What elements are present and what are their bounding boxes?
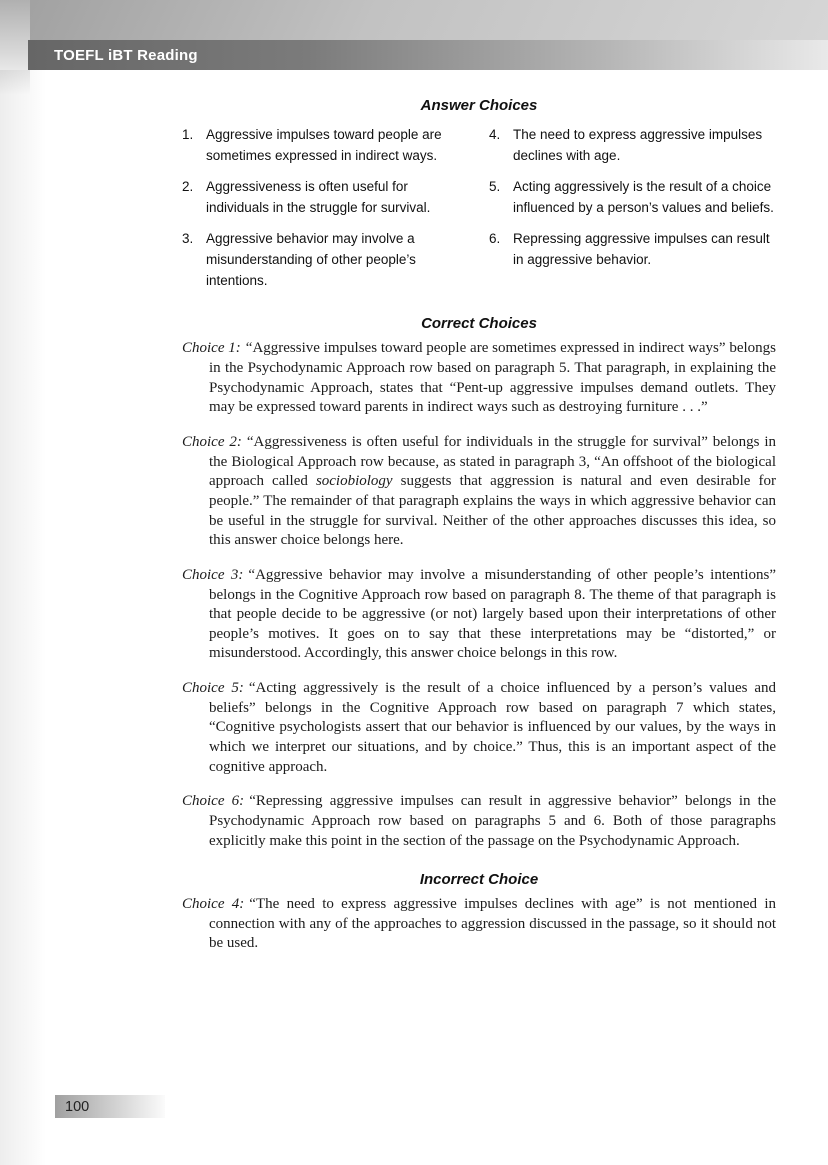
header-title: TOEFL iBT Reading [54, 46, 198, 64]
choice-label: Choice 3: [182, 566, 244, 583]
answer-choice-item [182, 125, 469, 167]
italic-term: sociobiology [315, 473, 393, 490]
item-text: The need to express aggressive impulses declines with age. [513, 127, 763, 163]
answer-choices-list [182, 125, 776, 291]
item-text: Repressing aggressive impulses can result in aggressive behavior. [513, 230, 770, 267]
page-top-edge [0, 0, 828, 40]
item-number: 3. [182, 230, 194, 246]
incorrect-choice-heading: Incorrect Choice [419, 871, 539, 889]
page-content [182, 70, 776, 969]
item-text: Acting aggressively is the result of a choice influenced by a person’s values and beliefs. [513, 178, 774, 215]
page-left-edge [0, 0, 30, 95]
header-bar [28, 40, 828, 70]
answer-choices-right-column [489, 125, 776, 291]
item-number: 6. [489, 230, 501, 246]
choice-label: Choice 1: [182, 340, 241, 357]
item-number: 4. [489, 127, 501, 142]
page-number-bar [55, 1095, 165, 1118]
choice-label: Choice 6: [182, 793, 245, 810]
choice-text: “Aggressive behavior may involve a misunderstanding of other people’s intentions” belongs in the Cognitive Approach row based on paragraph 8. The theme of that paragraph is that people decide to be aggressive (or not) largely based upon their interpretations of other people’s motives. It goes on to say that these interpretations may be “distorted,” or misunderstood. Accordingly, this answer choice belongs in this row. [209, 566, 776, 662]
answer-choices-heading: Answer Choices [420, 97, 538, 114]
choice-text: “The need to express aggressive impulses declines with age” is not mentioned in connection with any of the approaches to aggression discussed in the passage, so it should not be used. [209, 896, 776, 952]
answer-choice-item [182, 177, 469, 219]
choice-text: “Aggressiveness is often useful for individuals in the struggle for survival” belongs in the Biological Approach row because, as stated in paragraph 3, “An offshoot of the biological approach called [209, 434, 776, 490]
choice-explanation-paragraph [182, 433, 776, 551]
item-text: Aggressive behavior may involve a misunderstanding of other people’s intentions. [206, 230, 416, 288]
scan-edge-shading [0, 70, 46, 1165]
answer-choice-item [489, 177, 776, 219]
correct-choices-heading: Correct Choices [421, 315, 537, 333]
choice-label: Choice 2: [182, 434, 242, 451]
choice-text: “Acting aggressively is the result of a choice influenced by a person’s values and beliefs” belongs in the Cognitive Approach row based on paragraph 7 which states, “Cognitive psychologists assert that our behavior is influenced by our values, by the ways in which we interpret our situations, and by choice.” Thus, this is an important aspect of the cognitive approach. [209, 680, 777, 775]
choice-explanation-paragraph [182, 339, 776, 418]
item-number: 1. [182, 127, 194, 142]
item-text: Aggressiveness is often useful for individuals in the struggle for survival. [206, 178, 431, 215]
answer-choice-item [182, 229, 469, 292]
answer-choice-item [489, 229, 776, 271]
choice-explanation-paragraph [182, 895, 776, 954]
page-number: 100 [65, 1098, 90, 1115]
item-number: 2. [182, 178, 194, 194]
choice-text: “Aggressive impulses toward people are sometimes expressed in indirect ways” belongs in the Psychodynamic Approach row based on paragraph 5. That paragraph, in explaining the Psychodynamic Approach, states that “Pent-up aggressive impulses demand outlets. They may be expressed toward parents in indirect ways such as destroying furniture . . .” [209, 340, 777, 416]
choice-label: Choice 4: [182, 896, 245, 913]
item-text: Aggressive impulses toward people are sometimes expressed in indirect ways. [206, 127, 442, 163]
choice-explanation-paragraph [182, 792, 776, 851]
item-number: 5. [489, 178, 501, 194]
choice-text: “Repressing aggressive impulses can result in aggressive behavior” belongs in the Psychodynamic Approach row based on paragraphs 5 and 6. Both of those paragraphs explicitly make this point in the section of the passage on the Psychodynamic Approach. [209, 793, 777, 849]
choice-text: suggests that aggression is natural and even desirable for people.” The remainder of that paragraph explains the ways in which aggressive behavior can be useful in the struggle for survival. Neither of the other approaches discusses this idea, so this answer choice belongs here. [209, 473, 776, 549]
answer-choice-item [489, 125, 776, 167]
choice-explanation-paragraph [182, 566, 776, 664]
choice-label: Choice 5: [182, 680, 244, 697]
answer-choices-left-column [182, 125, 469, 291]
choice-explanation-paragraph [182, 679, 776, 777]
